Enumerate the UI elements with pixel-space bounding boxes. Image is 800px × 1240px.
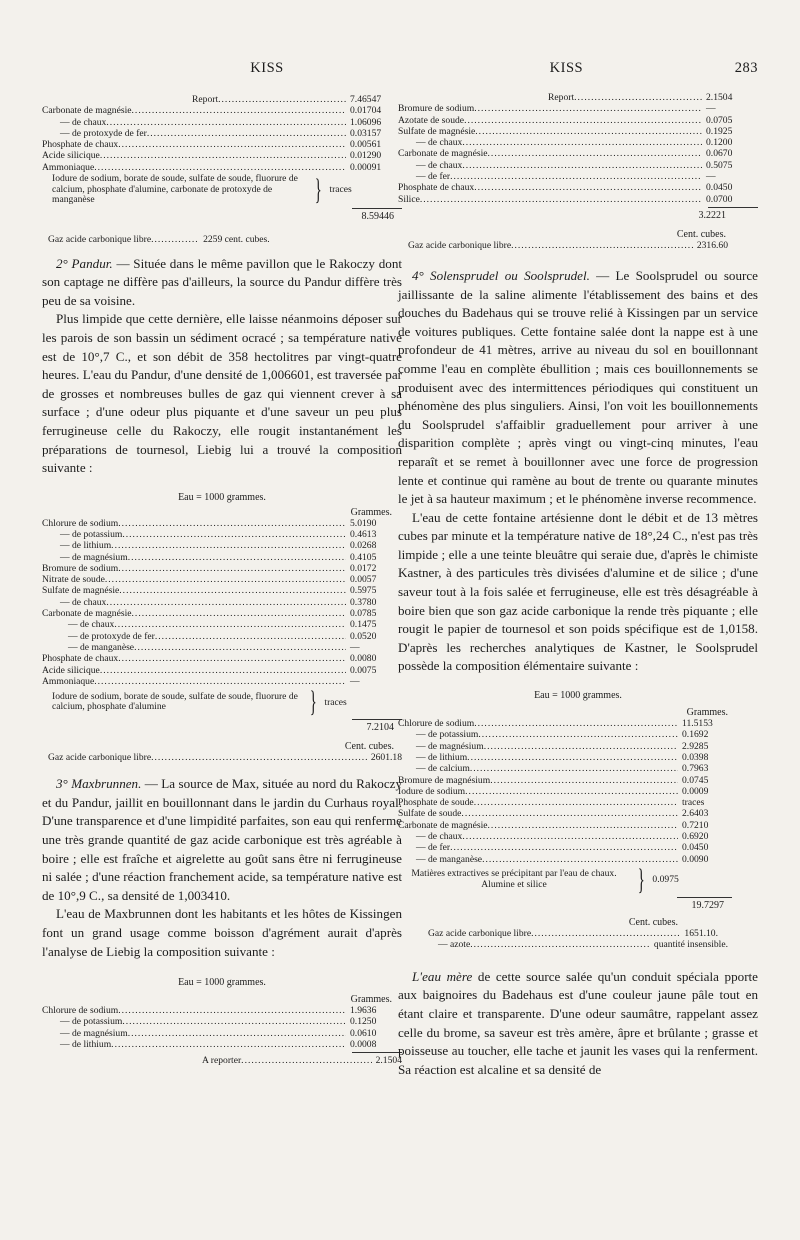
row-label: — de chaux	[416, 137, 463, 149]
row-value: 0.0080	[350, 653, 377, 665]
row-value: 1.9636	[350, 1005, 377, 1017]
row-value: 0.1250	[350, 1016, 377, 1028]
row-value: 0.7963	[682, 763, 709, 775]
row-label: — de potassium	[416, 729, 479, 741]
table-row	[42, 1005, 402, 1016]
row-label: Phosphate de chaux	[398, 182, 475, 194]
table-row	[42, 139, 402, 150]
table-row	[398, 854, 734, 865]
carry-forward-row	[42, 1055, 402, 1066]
row-label: Carbonate de magnésie	[398, 148, 488, 160]
row-value: 0.0785	[350, 608, 377, 620]
gas-value: 1651.10.	[684, 927, 718, 939]
table-row	[398, 808, 734, 819]
table-total: 7.2104	[366, 722, 394, 734]
table-row	[42, 1016, 402, 1027]
row-value: 2.6403	[682, 808, 709, 820]
gas-row	[42, 234, 402, 245]
table-row	[398, 718, 734, 729]
section-heading: 3° Maxbrunnen.	[56, 776, 142, 792]
paragraph-pandur	[42, 255, 402, 311]
row-value: 1.06096	[350, 116, 382, 128]
table-row	[42, 117, 402, 128]
unit-label: Grammes.	[686, 707, 728, 719]
table-row	[398, 115, 758, 126]
table-total: 8.59446	[361, 210, 394, 222]
running-header-left	[42, 0, 402, 88]
row-value: 0.0745	[682, 774, 709, 786]
traces-value: traces	[324, 696, 347, 708]
table-row	[398, 729, 734, 740]
table-row	[42, 619, 402, 630]
row-label: Carbonate de magnésie	[42, 608, 132, 620]
row-value: 0.0700	[706, 193, 733, 205]
row-label: Report	[192, 94, 219, 105]
row-value: 0.0450	[706, 182, 733, 194]
row-label: Bromure de magnésium	[398, 774, 491, 786]
row-label: Carbonate de magnésie	[42, 105, 132, 117]
gas-label: — azote	[438, 938, 471, 950]
running-title: KISS	[549, 59, 584, 76]
sum-rule	[708, 207, 758, 208]
traces-label: Iodure de sodium, borate de soude, sulfate de soude, fluorure de calcium, phosphate d'alumine, carbonate de protoxyde de manganèse	[52, 173, 298, 206]
table-row	[42, 150, 402, 161]
row-value: 2.1504	[706, 92, 733, 103]
gas-label: Gaz acide carbonique libre	[428, 927, 532, 939]
table-row	[42, 631, 402, 642]
table-row	[398, 92, 758, 103]
row-label: Phosphate de chaux	[42, 653, 119, 665]
row-value: 0.1475	[350, 619, 377, 631]
row-label: — de magnésium	[60, 551, 128, 563]
table-row	[398, 171, 758, 182]
row-value: 0.0670	[706, 148, 733, 160]
row-value: 0.0090	[682, 853, 709, 865]
row-label: Sulfate de soude	[398, 808, 462, 820]
traces-block	[42, 687, 402, 717]
row-label: Chlorure de sodium	[398, 718, 475, 730]
gas-row	[398, 939, 758, 950]
row-label: — de chaux	[68, 619, 115, 631]
section-heading: 4° Solensprudel ou Soolsprudel.	[412, 267, 590, 283]
row-value: 0.00561	[350, 139, 382, 151]
table-row	[398, 842, 734, 853]
sum-rule	[352, 719, 402, 720]
row-label: — de chaux	[416, 831, 463, 842]
extract-label: Matières extractives se précipitant par l'eau de chaux. Alumine et silice	[411, 868, 617, 890]
traces-block	[42, 174, 402, 206]
sum-rule	[677, 897, 732, 898]
row-label: — de fer	[416, 842, 451, 854]
row-value: 0.0705	[706, 114, 733, 126]
row-label: Silice	[398, 193, 420, 205]
gas-label: Gaz acide carbonique libre	[408, 239, 512, 251]
row-value: 0.1692	[682, 729, 709, 741]
row-label: — de manganèse	[68, 641, 135, 653]
row-value: 0.1200	[706, 137, 733, 149]
row-value: 0.0008	[350, 1038, 377, 1050]
row-label: Carbonate de magnésie	[398, 819, 488, 831]
table-row	[42, 574, 402, 585]
sum-rule	[352, 208, 402, 209]
table-row	[42, 608, 402, 619]
gas-value: 2316.60	[696, 239, 728, 251]
row-label: Sulfate de magnésie	[42, 585, 120, 597]
unit-label: Cent. cubes.	[344, 741, 394, 753]
row-label: — de magnésium	[60, 1027, 128, 1039]
row-label: Bromure de sodium	[398, 103, 475, 115]
table-row	[398, 752, 734, 763]
traces-value: traces	[329, 184, 352, 196]
row-label: Acide silicique	[42, 150, 100, 162]
row-value: —	[350, 641, 360, 653]
row-label: — de calcium	[416, 763, 470, 775]
table-row	[42, 1039, 402, 1050]
row-label: Nitrate de soude	[42, 574, 105, 586]
paragraph-text: — La source de Max, située au nord du Rakoczy et du Pandur, jaillit en bouillonnant dans le jardin du Curhaus royal. D'une transparence et d'une limpidité parfaites, son eau qui renferme une très grande quantité de gaz acide carbonique est très agréable à boire ; elle est fraîche et aigrelette au goût sans être ni ferrugineuse ni salée ; d'une réaction franchement acide, sa température native est de 10°,9 C., sa densité de 1,003410.	[42, 776, 402, 903]
row-label: Bromure de sodium	[42, 562, 119, 574]
gas-row	[42, 752, 402, 763]
table-row	[42, 676, 402, 687]
row-value: 0.3780	[350, 596, 377, 608]
row-value: 0.0172	[350, 562, 377, 574]
sum-rule	[352, 1052, 402, 1053]
table-row	[398, 126, 758, 137]
row-label: — de potassium	[60, 529, 123, 540]
row-label: Ammoniaque	[42, 675, 95, 687]
paragraph-text: de cette source salée qu'un conduit spéciala pporte aux baignoires du Badehaus est d'une couleur jaune pâle tout en étant claire et transparente. D'une odeur saumâtre, rappelant assez celle du brome, sa saveur est très amère, âpre et brûlante ; grasse et poisseuse au toucher, elle tache et jaunit les vases qui la renferment. Sa réaction est alcaline et sa densité de	[398, 968, 758, 1077]
table-row	[398, 741, 734, 752]
right-column	[398, 0, 758, 1079]
table-row	[398, 786, 734, 797]
row-value: 0.01290	[350, 150, 382, 162]
row-value: 0.4105	[350, 551, 377, 563]
carry-label: A reporter	[202, 1055, 242, 1067]
gas-value: 2259 cent. cubes.	[203, 233, 270, 245]
table-total: 3.2221	[698, 209, 726, 221]
row-value: 0.0610	[350, 1027, 377, 1039]
unit-label: Cent. cubes.	[628, 916, 678, 928]
analysis-table-soolsprudel	[398, 718, 758, 865]
table-row	[42, 529, 402, 540]
table-row	[42, 1028, 402, 1039]
gas-row	[398, 928, 758, 939]
paragraph-soolsprudel-2: L'eau de cette fontaine artésienne dont le débit et de 13 mètres cubes par minute et la température native de 18°,24 C., n'est pas très limpide ; elle a une teinte bleuâtre qui seraie due, d'après le chimiste Kastner, à des particules très divisées d'alumine et de silice ; d'une saveur tout à la fois salée et ferrugineuse, elle est très désagréable à boire bien que son gaz acide carbonique la rende très piquante ; elle rougit le papier de tournesol et son poids spécifique est de 1,0158. D'après les recherches analytiques de Kastner, le Soolsprudel possède la composition élémentaire suivante :	[398, 509, 758, 674]
brace-glyph: }	[314, 172, 322, 206]
row-value: 0.7210	[682, 819, 709, 831]
row-value: 0.03157	[350, 127, 382, 139]
row-value: 0.1925	[706, 125, 733, 137]
row-label: — de lithium	[60, 540, 112, 552]
unit-label: Cent. cubes.	[676, 228, 726, 240]
row-label: — de potassium	[60, 1016, 123, 1028]
running-title: KISS	[250, 59, 284, 76]
row-label: — de lithium	[60, 1038, 112, 1050]
table-row	[398, 775, 734, 786]
row-label: — de protoxyde de fer	[68, 630, 155, 642]
table-row	[42, 552, 402, 563]
table-row	[42, 653, 402, 664]
row-value: 0.5975	[350, 585, 377, 597]
table-heading: Eau = 1000 grammes.	[178, 977, 266, 989]
row-value: 5.0190	[350, 517, 377, 529]
table-heading: Eau = 1000 grammes.	[534, 690, 622, 702]
table-row	[42, 105, 402, 116]
row-value: 0.5075	[706, 159, 733, 171]
row-value: 0.0009	[682, 785, 709, 797]
table-row	[398, 763, 734, 774]
gas-row	[398, 240, 758, 251]
row-value: —	[350, 675, 360, 687]
row-value: 0.0398	[682, 751, 709, 763]
row-label: Chlorure de sodium	[42, 517, 119, 529]
row-value: 0.0268	[350, 540, 377, 552]
section-heading: 2° Pandur.	[56, 255, 113, 271]
row-label: Report	[548, 92, 575, 103]
table-row	[398, 137, 758, 148]
table-row	[398, 160, 758, 171]
gas-label: Gaz acide carbonique libre	[48, 752, 152, 764]
page-number: 283	[734, 59, 758, 76]
paragraph-text: — Le Soolsprudel ou source jaillissante de la saline alimente l'établissement des bains et des douches du Badehaus qui se trouve relié à Kissingen par un service de voitures publiques. Cette fontaine salée dont la nappe est à une profondeur de 41 mètres, arrive au niveau du sol en bouillonnant comme l'eau en complète ébullition ; mais ces bouillonnements se produisent avec des intermittences périodiques qui constituent un phénomène des plus singuliers. Ainsi, l'on voit les bouillonnements du Soolsprudel s'affaiblir graduellement pour arriver à une disparition complète ; après vingt ou vingt-cinq minutes, l'eau reparaît et se remet à bouillonner avec une force de progression lente et continue qui ramène au bout de trente ou quarante minutes le jet à sa hauteur maximum ; et le phénomène inverse recommence.	[398, 267, 758, 507]
row-label: — de chaux	[60, 596, 107, 608]
row-label: Chlorure de sodium	[42, 1005, 119, 1017]
row-label: — de lithium	[416, 751, 468, 763]
row-label: — de manganèse	[416, 853, 483, 865]
table-row	[398, 194, 758, 205]
paragraph-text: — Située dans le même pavillon que le Rakoczy dont son captage ne diffère pas d'ailleurs, la source du Pandur diffère très peu de sa voisine.	[42, 255, 402, 308]
gas-value: quantité insensible.	[653, 938, 728, 950]
table-row	[42, 162, 402, 173]
row-value: —	[706, 171, 716, 183]
paragraph-pandur-2: Plus limpide que cette dernière, elle laisse néanmoins déposer sur les parois de son bassin un sédiment ocracé ; sa température native est de 10°,7 C., et son débit de 358 hectolitres par vingt-quatre heures. L'eau du Pandur, d'une densité de 1,006601, est traversée par de grosses et nombreuses bulles de gaz qui viennent crever à sa surface ; d'une odeur plus piquante et d'une saveur un peu plus ferrugineuse celle du Rakoczy, elle rougit instantanément les préparations de tournesol, Liebig lui a trouvé la composition suivante :	[42, 311, 402, 476]
analysis-table-pandur	[42, 518, 402, 687]
table-row	[42, 665, 402, 676]
left-column	[42, 0, 402, 1066]
row-value: 0.0075	[350, 664, 377, 676]
row-label: — de protoxyde de fer	[60, 127, 147, 139]
row-value: 0.0057	[350, 574, 377, 586]
table-row	[398, 831, 734, 842]
row-value: 0.00091	[350, 161, 382, 173]
row-value: 0.01704	[350, 105, 382, 117]
row-label: Phosphate de soude	[398, 797, 474, 809]
row-value: 0.6920	[682, 831, 709, 842]
table-row	[398, 820, 734, 831]
table-row	[398, 103, 758, 114]
extract-block	[398, 862, 758, 896]
row-label: Phosphate de chaux	[42, 139, 119, 151]
traces-label: Iodure de sodium, borate de soude, sulfate de soude, fluorure de calcium, phosphate d'alumine	[52, 690, 298, 713]
unit-label: Grammes.	[350, 994, 392, 1006]
row-label: — de chaux	[416, 159, 463, 171]
carry-value: 2.1504	[375, 1055, 402, 1067]
gas-value: 2601.18	[370, 752, 402, 764]
table-row	[42, 518, 402, 529]
unit-label: Grammes.	[350, 506, 392, 518]
running-header-right	[398, 0, 758, 88]
row-value: 0.0520	[350, 630, 377, 642]
gas-label: Gaz acide carbonique libre	[48, 233, 152, 245]
row-label: Ammoniaque	[42, 161, 95, 173]
paragraph-eau-mere	[398, 968, 758, 1080]
analysis-table-maxbrunnen-continued	[398, 92, 758, 205]
analysis-table-maxbrunnen	[42, 1005, 402, 1050]
paragraph-maxbrunnen-2: L'eau de Maxbrunnen dont les habitants et les hôtes de Kissingen font un grand usage comme boisson d'agrément aurait d'après l'analyse de Liebig la composition suivante :	[42, 906, 402, 959]
row-label: — de chaux	[60, 116, 107, 128]
row-value: 0.4613	[350, 529, 377, 540]
table-row	[42, 128, 402, 139]
table-row	[42, 585, 402, 596]
table-row	[42, 597, 402, 608]
row-value: 0.0450	[682, 842, 709, 854]
table-row	[42, 94, 402, 105]
row-value: —	[706, 103, 716, 115]
table-row	[398, 148, 758, 159]
row-value: 2.9285	[682, 740, 709, 752]
row-label: — de fer	[416, 171, 451, 183]
row-label: Azotate de soude	[398, 114, 465, 126]
table-row	[398, 182, 758, 193]
section-heading: L'eau mère	[412, 968, 473, 984]
table-row	[398, 797, 734, 808]
extract-value: 0.0975	[652, 874, 679, 886]
row-label: Acide silicique	[42, 664, 100, 676]
brace-glyph: }	[309, 685, 317, 719]
row-label: Iodure de sodium	[398, 785, 466, 797]
row-value: 7.46547	[350, 94, 382, 105]
row-label: — de magnésium	[416, 740, 484, 752]
table-row	[42, 540, 402, 551]
paragraph-maxbrunnen	[42, 775, 402, 905]
row-value: traces	[682, 797, 705, 809]
paragraph-soolsprudel	[398, 267, 758, 509]
table-total: 19.7297	[691, 899, 724, 911]
row-value: 11.5153	[682, 718, 713, 730]
brace-glyph: }	[637, 862, 645, 896]
table-row	[42, 642, 402, 653]
analysis-table-rakoczy-continued	[42, 94, 402, 173]
table-heading: Eau = 1000 grammes.	[178, 491, 266, 503]
row-label: Sulfate de magnésie	[398, 125, 476, 137]
table-row	[42, 563, 402, 574]
